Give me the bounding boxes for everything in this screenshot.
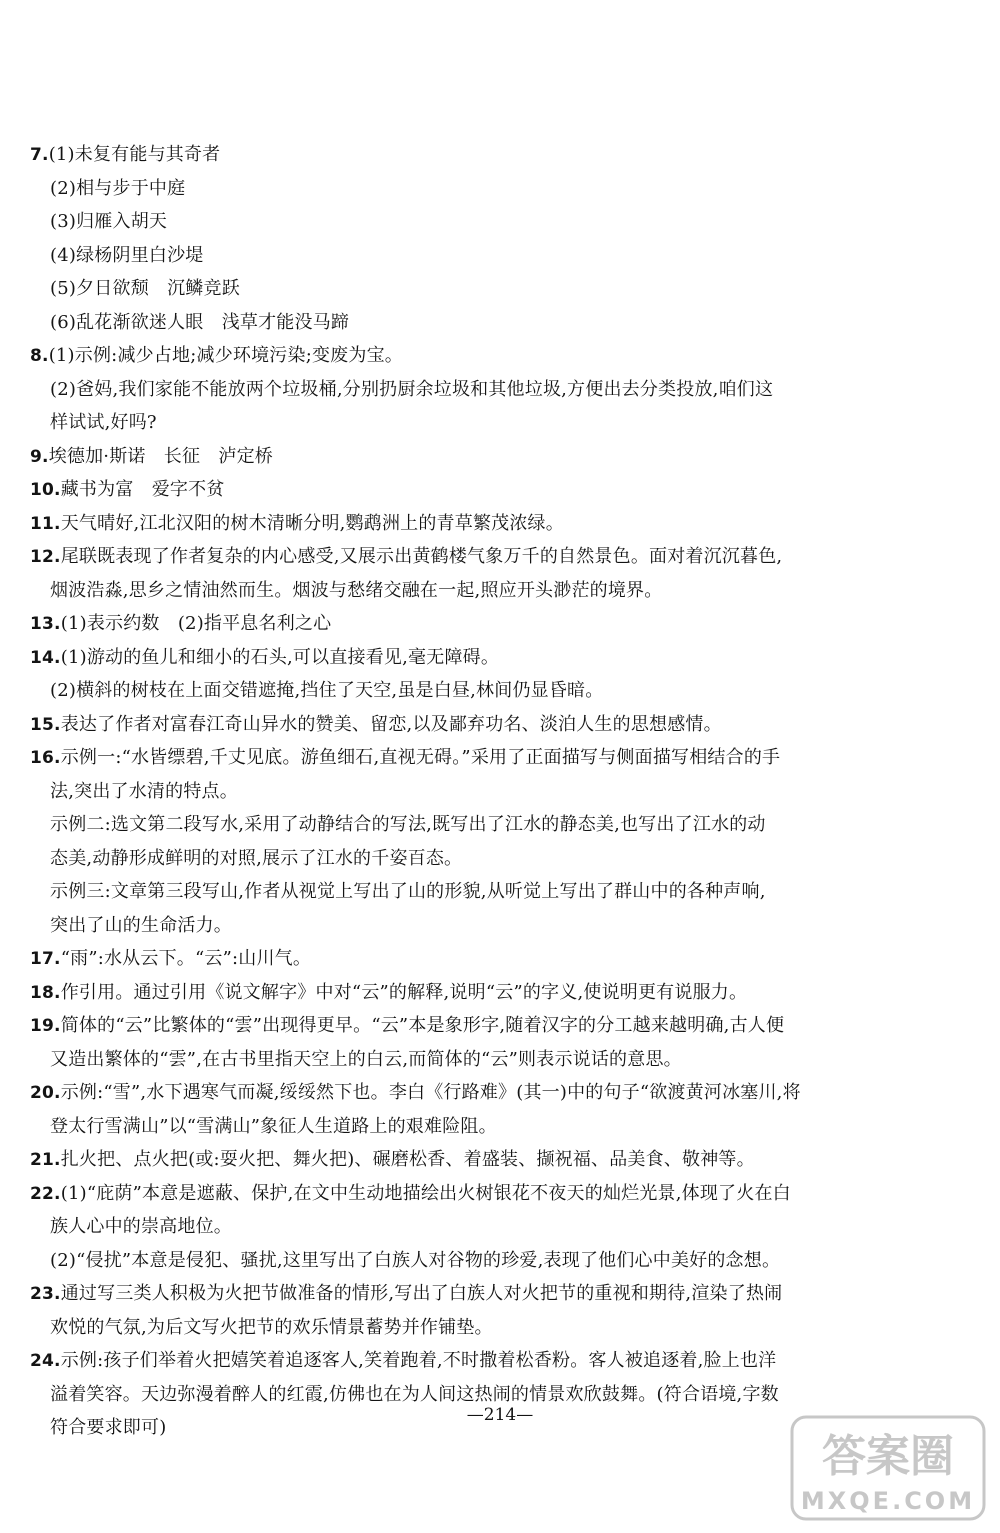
item-number: 14.: [30, 647, 61, 668]
answer-7-line-4: (4)绿杨阴里白沙堤: [50, 244, 204, 266]
item-number: 17.: [30, 949, 61, 969]
item-number: 11.: [30, 513, 61, 534]
item-number: 10.: [30, 480, 61, 500]
item-number: 22.: [30, 1183, 61, 1204]
answer-17-line-1: 17.“雨”:水从云下。“云”:山川气。: [30, 948, 312, 969]
answer-7-line-2: (2)相与步于中庭: [50, 177, 186, 199]
watermark-logo: [788, 1413, 988, 1523]
item-number: 12.: [30, 547, 61, 567]
answer-16-line-5: 示例三:文章第三段写山,作者从视觉上写出了山的形貌,从听觉上写出了群山中的各种声响,: [50, 881, 766, 902]
item-number: 23.: [30, 1284, 61, 1304]
item-number: 24.: [30, 1351, 61, 1371]
answer-16-line-1: 16.示例一:“水皆缥碧,千丈见底。游鱼细石,直视无碍。”采用了正面描写与侧面描写相结合的手: [30, 747, 781, 768]
item-number: 15.: [30, 714, 61, 735]
answer-16-line-6: 突出了山的生命活力。: [50, 914, 232, 936]
answer-14-line-2: (2)横斜的树枝在上面交错遮掩,挡住了天空,虽是白昼,林间仍显昏暗。: [50, 680, 604, 701]
item-number: 18.: [30, 982, 61, 1003]
answer-11-line-1: 11.天气晴好,江北汉阳的树木清晰分明,鹦鹉洲上的青草繁茂浓绿。: [30, 512, 564, 534]
answer-8-line-2: (2)爸妈,我们家能不能放两个垃圾桶,分别扔厨余垃圾和其他垃圾,方便出去分类投放,咱们这: [50, 378, 774, 400]
answer-24-line-2: 溢着笑容。天边弥漫着醉人的红霞,仿佛也在为人间这热闹的情景欢欣鼓舞。(符合语境,字数: [50, 1383, 779, 1405]
page-number: —214—: [466, 1405, 534, 1425]
answer-8-line-1: 8.(1)示例:减少占地;减少环境污染;变废为宝。: [30, 345, 403, 366]
item-number: 20.: [30, 1083, 61, 1103]
watermark-url: MXQE.COM: [800, 1487, 976, 1515]
answer-7-line-6: (6)乱花渐欲迷人眼 浅草才能没马蹄: [50, 311, 350, 333]
item-number: 7.: [30, 145, 49, 165]
answer-19-line-1: 19.简体的“云”比繁体的“雲”出现得更早。“云”本是象形字,随着汉字的分工越来越明确,古人便: [30, 1015, 785, 1036]
answer-18-line-1: 18.作引用。通过引用《说文解字》中对“云”的解释,说明“云”的字义,使说明更有说服力。: [30, 981, 748, 1003]
answer-20-line-1: 20.示例:“雪”,水下遇寒气而凝,绥绥然下也。李白《行路难》(其一)中的句子“欲渡黄河冰塞川,将: [30, 1082, 801, 1103]
answer-24-line-1: 24.示例:孩子们举着火把嬉笑着追逐客人,笑着跑着,不时撒着松香粉。客人被追逐着,脸上也洋: [30, 1350, 777, 1371]
answer-9-line-1: 9.埃德加·斯诺 长征 泸定桥: [30, 445, 274, 467]
answer-21-line-1: 21.扎火把、点火把(或:耍火把、舞火把)、碾磨松香、着盛装、撷祝福、品美食、敬神等。: [30, 1149, 755, 1170]
answer-7-line-5: (5)夕日欲颓 沉鳞竞跃: [50, 278, 240, 299]
answer-list: [30, 138, 990, 1445]
answer-23-line-1: 23.通过写三类人积极为火把节做准备的情形,写出了白族人对火把节的重视和期待,渲染了热闹: [30, 1283, 783, 1304]
answer-20-line-2: 登太行雪满山”以“雪满山”象征人生道路上的艰难险阻。: [50, 1115, 497, 1137]
answer-16-line-4: 态美,动静形成鲜明的对照,展示了江水的千姿百态。: [50, 847, 463, 869]
answer-24-line-3: 符合要求即可): [50, 1417, 167, 1438]
item-number: 19.: [30, 1016, 61, 1036]
answer-16-line-3: 示例二:选文第二段写水,采用了动静结合的写法,既写出了江水的静态美,也写出了江水的动: [50, 814, 766, 835]
answer-7-line-1: 7.(1)未复有能与其奇者: [30, 144, 221, 165]
answer-22-line-2: 族人心中的崇高地位。: [50, 1216, 232, 1237]
answer-7-line-3: (3)归雁入胡天: [50, 211, 168, 232]
answer-12-line-2: 烟波浩淼,思乡之情油然而生。烟波与愁绪交融在一起,照应开头渺茫的境界。: [50, 579, 663, 601]
answer-14-line-1: 14.(1)游动的鱼儿和细小的石头,可以直接看见,毫无障碍。: [30, 646, 500, 668]
item-number: 9.: [30, 446, 49, 467]
answer-13-line-1: 13.(1)表示约数 (2)指平息名利之心: [30, 613, 332, 634]
item-number: 21.: [30, 1150, 61, 1170]
answer-16-line-2: 法,突出了水清的特点。: [50, 780, 238, 802]
answer-22-line-1: 22.(1)“庇荫”本意是遮蔽、保护,在文中生动地描绘出火树银花不夜天的灿烂光景,体现了火在白: [30, 1182, 791, 1204]
answer-8-line-3: 样试试,好吗?: [50, 412, 157, 433]
answer-15-line-1: 15.表达了作者对富春江奇山异水的赞美、留恋,以及鄙弃功名、淡泊人生的思想感情。: [30, 713, 722, 735]
answer-23-line-2: 欢悦的气氛,为后文写火把节的欢乐情景蓄势并作铺垫。: [50, 1316, 493, 1338]
watermark-text: 答案圈: [822, 1431, 954, 1482]
answer-12-line-1: 12.尾联既表现了作者复杂的内心感受,又展示出黄鹤楼气象万千的自然景色。面对着沉沉暮色,: [30, 546, 783, 567]
item-number: 16.: [30, 748, 61, 768]
answer-22-line-3: (2)“侵扰”本意是侵犯、骚扰,这里写出了白族人对谷物的珍爱,表现了他们心中美好的念想。: [50, 1249, 781, 1271]
answer-19-line-2: 又造出繁体的“雲”,在古书里指天空上的白云,而简体的“云”则表示说话的意思。: [50, 1048, 682, 1070]
item-number: 13.: [30, 614, 61, 634]
answer-10-line-1: 10.藏书为富 爱字不贫: [30, 479, 225, 500]
item-number: 8.: [30, 346, 49, 366]
